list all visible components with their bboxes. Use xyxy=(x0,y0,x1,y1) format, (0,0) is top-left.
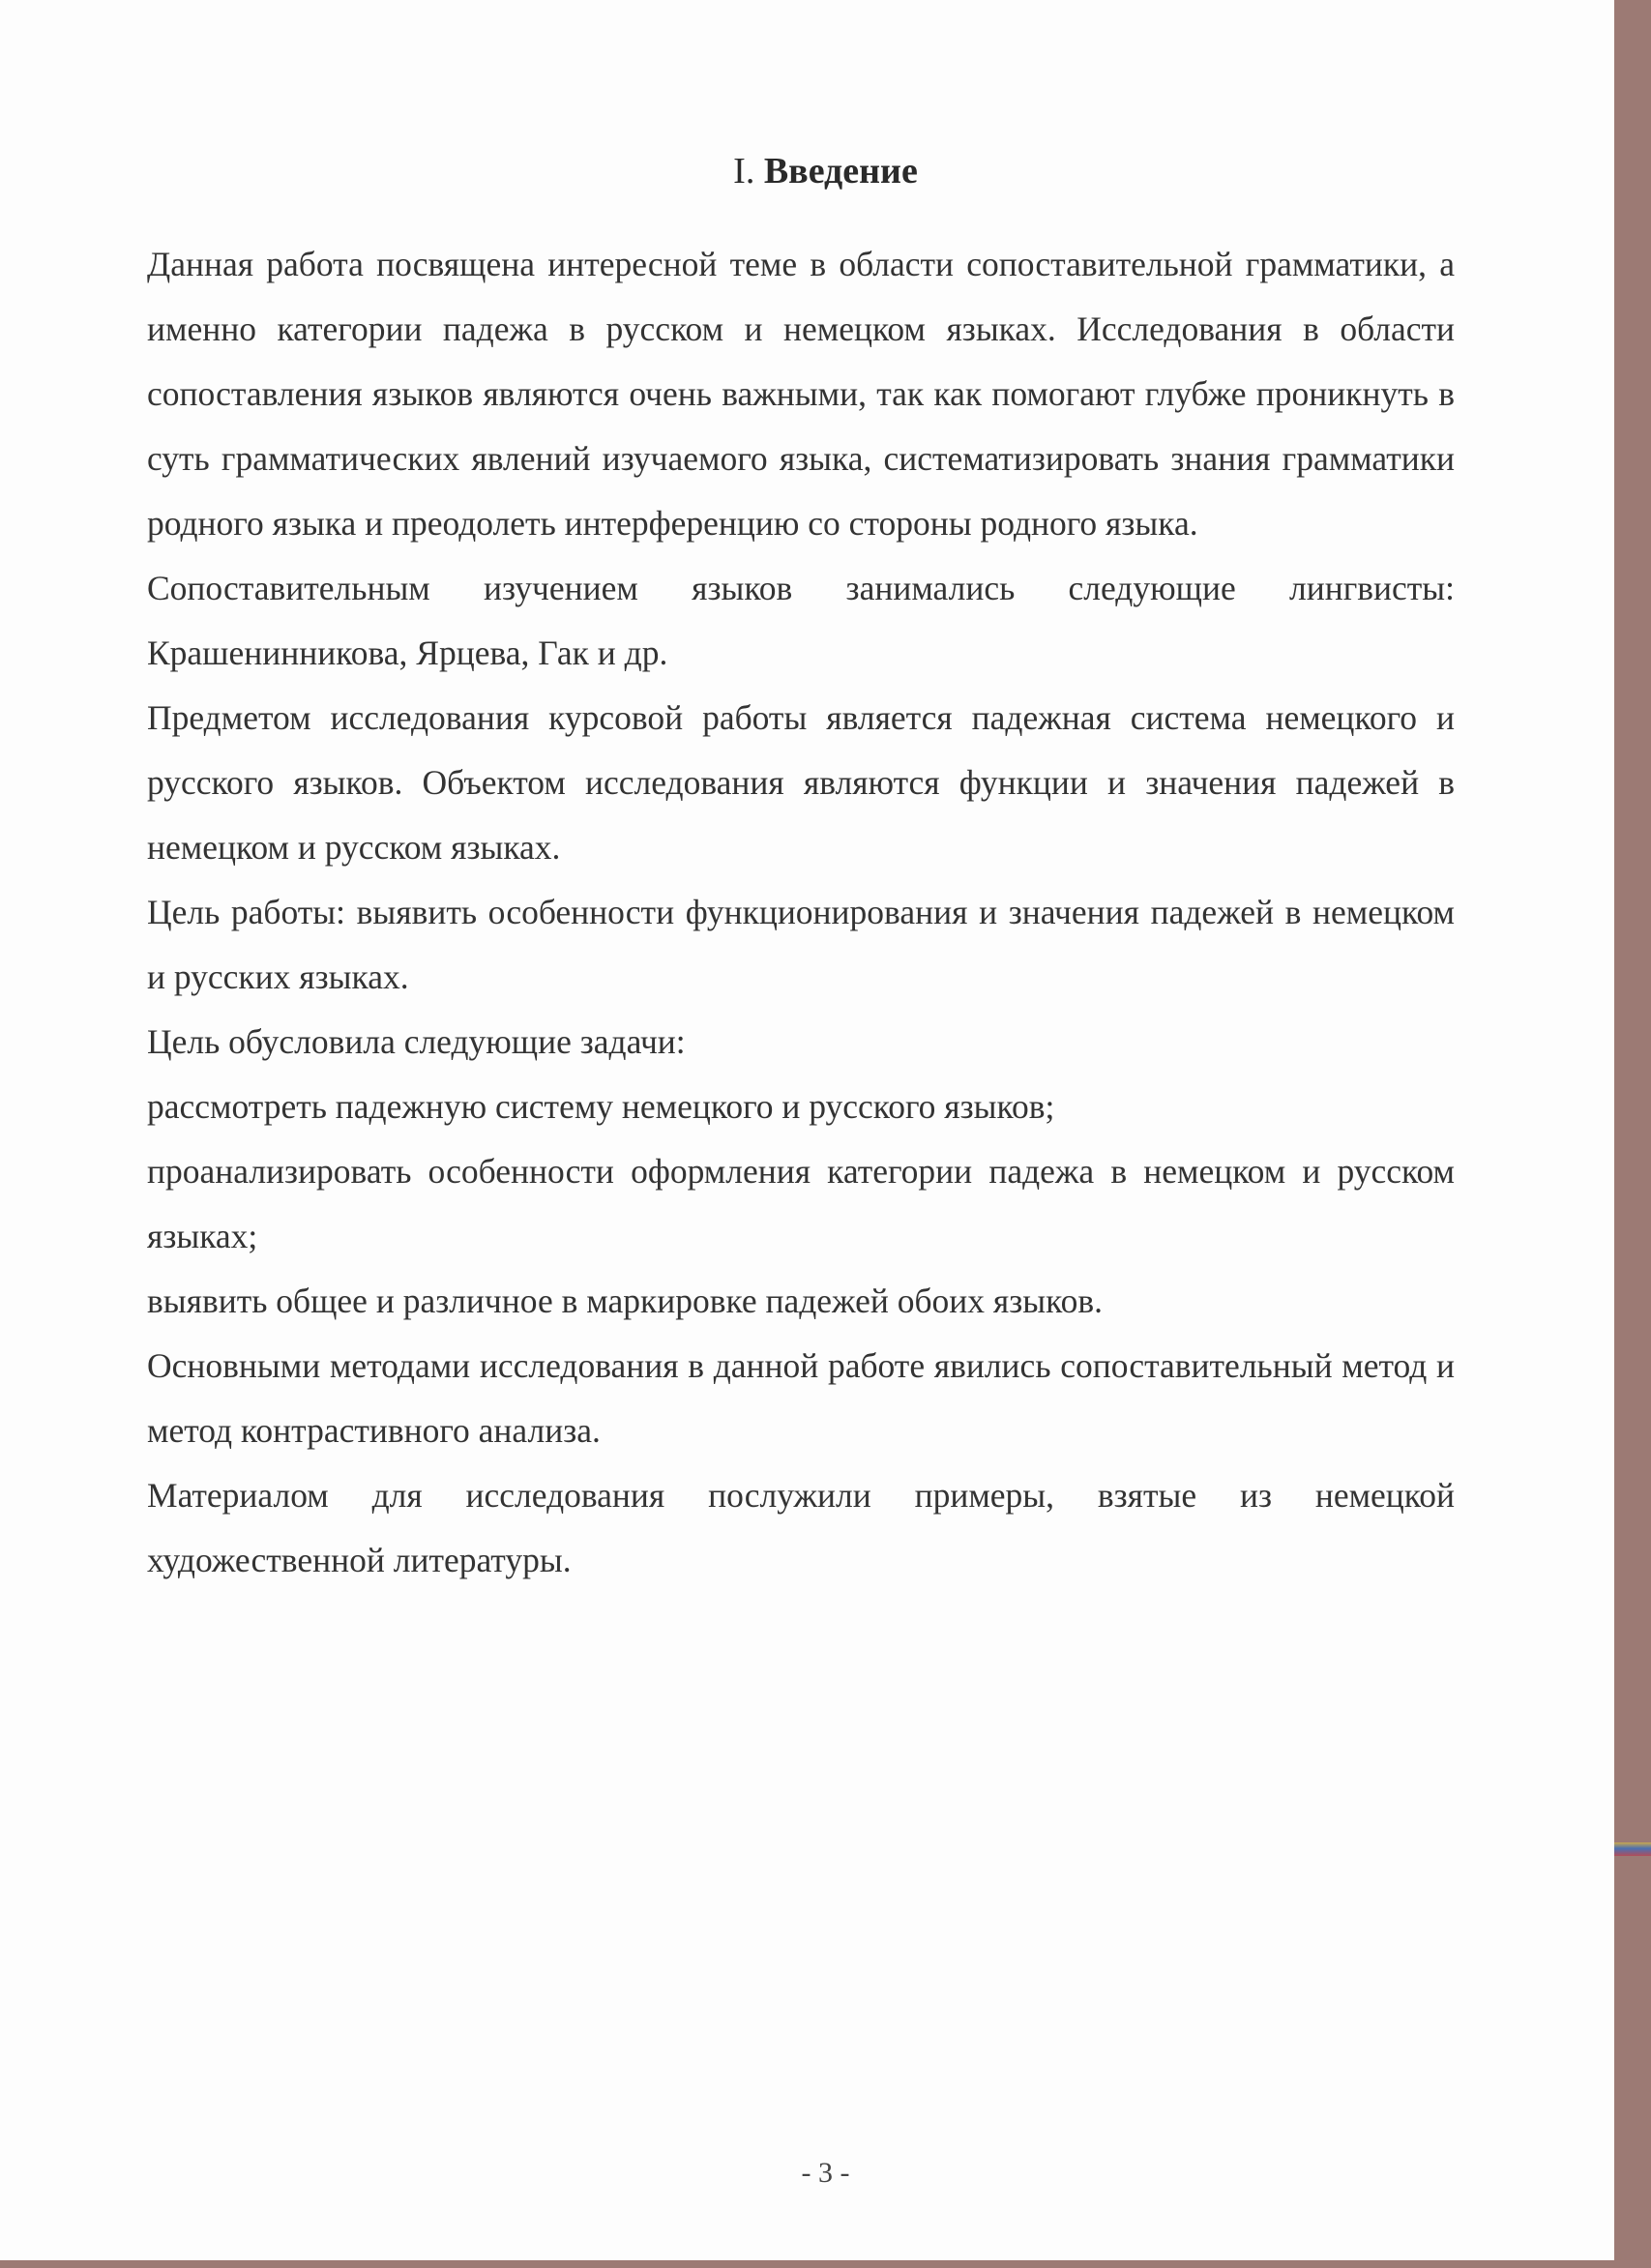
paragraph-intro: Данная работа посвящена интересной теме в области сопоставительной грамматики, а именно категории падежа в русском и немецком языках. Исследования в области сопоставления языков являются очень важными, так как помогают глубже проникнуть в суть грамматических явлений изучаемого языка, систематизировать знания грамматики родного языка и преодолеть интерференцию со стороны родного языка. xyxy=(147,245,1455,543)
paragraph-task-1: рассмотреть падежную систему немецкого и русского языков; xyxy=(147,1087,1055,1126)
section-heading xyxy=(0,143,1651,199)
paragraph-material: Материалом для исследования послужили примеры, взятые из немецкой художественной литературы. xyxy=(147,1476,1455,1579)
paragraph-goal: Цель работы: выявить особенности функционирования и значения падежей в немецком и русских языках. xyxy=(147,893,1455,996)
bottom-edge xyxy=(0,2260,1651,2268)
paragraph-methods: Основными методами исследования в данной работе явились сопоставительный метод и метод контрастивного анализа. xyxy=(147,1346,1455,1450)
body-text xyxy=(147,232,1455,1593)
binding-edge xyxy=(1614,0,1651,2268)
paragraph-subject-object: Предметом исследования курсовой работы является падежная система немецкого и русского языков. Объектом исследования являются функции и значения падежей в немецком и русском языках. xyxy=(147,698,1455,867)
paragraph-task-2: проанализировать особенности оформления категории падежа в немецком и русском языках; xyxy=(147,1152,1455,1255)
paragraph-tasks-intro: Цель обусловила следующие задачи: xyxy=(147,1022,686,1061)
section-number: I. xyxy=(733,151,755,191)
binding-color-marker xyxy=(1614,1842,1651,1856)
page-number: - 3 - xyxy=(801,2157,850,2189)
paragraph-linguists: Сопоставительным изучением языков занимались следующие лингвисты: Крашенинникова, Ярцева, Гак и др. xyxy=(147,569,1455,672)
section-title: Введение xyxy=(763,151,918,191)
paragraph-task-3: выявить общее и различное в маркировке падежей обоих языков. xyxy=(147,1281,1103,1320)
